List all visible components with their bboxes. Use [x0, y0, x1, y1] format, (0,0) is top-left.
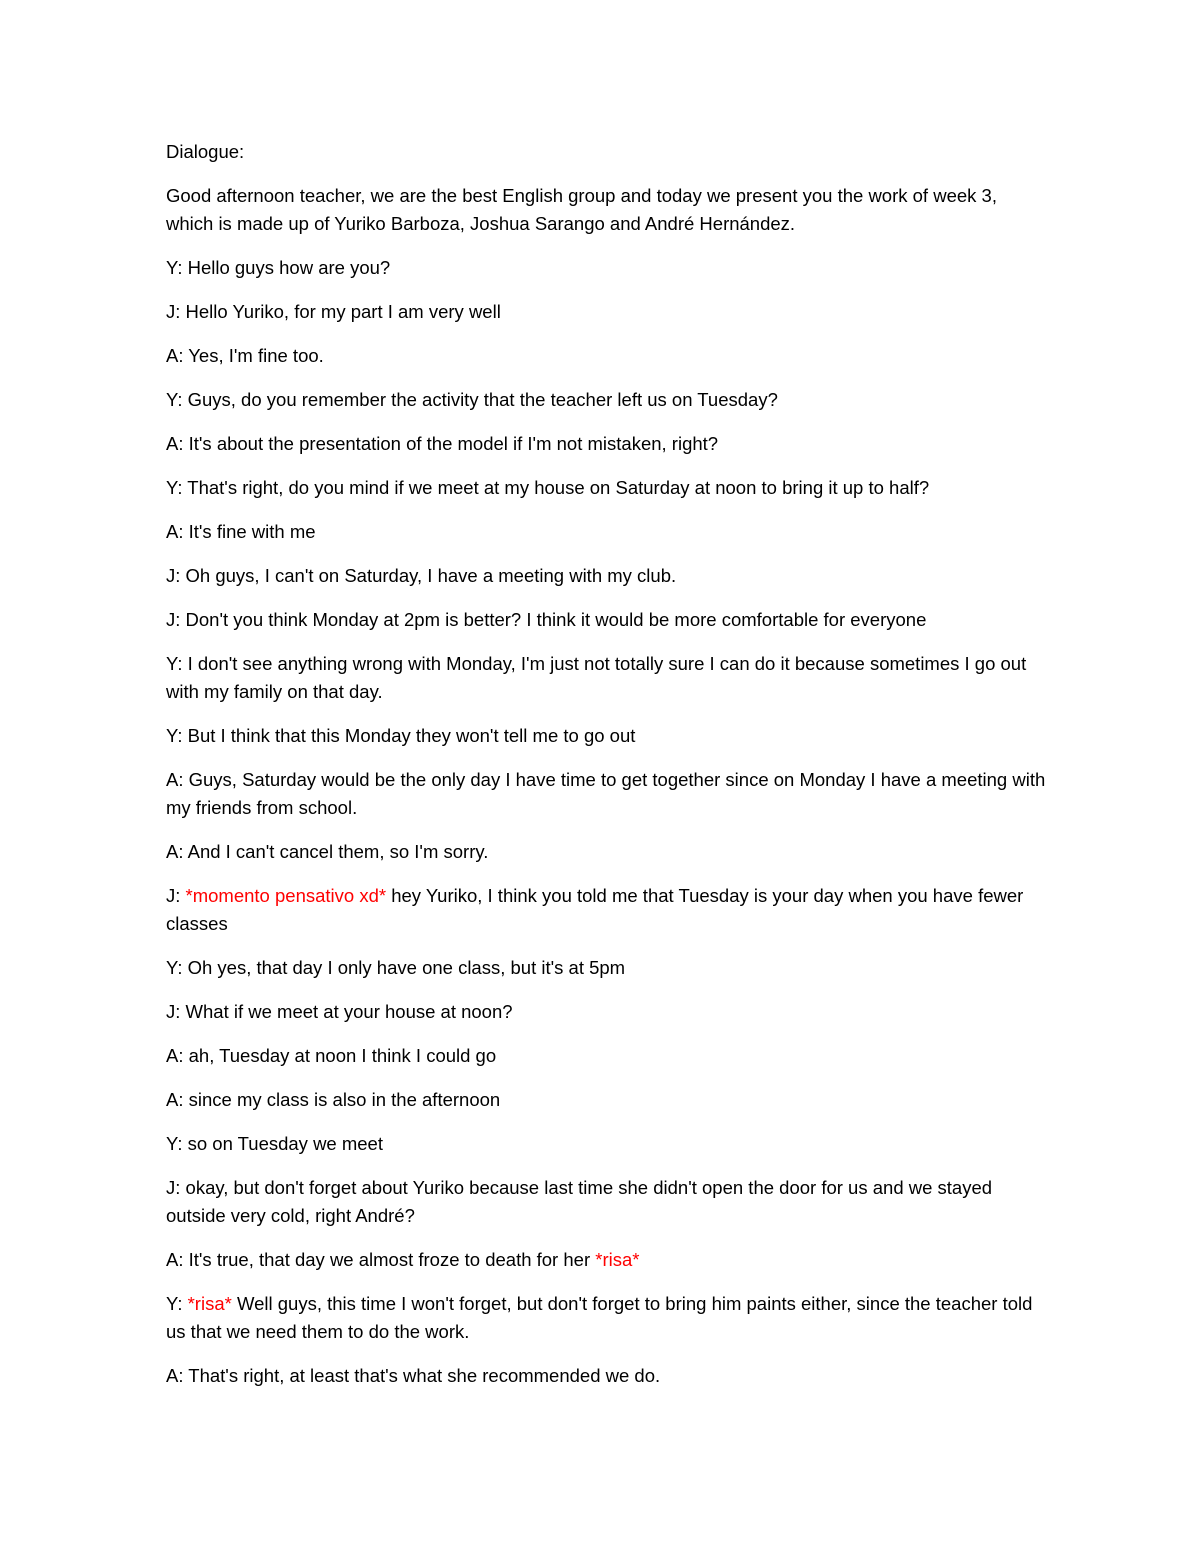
dialogue-line: A: That's right, at least that's what she recommended we do.: [166, 1365, 661, 1386]
dialogue-line: A: It's fine with me: [166, 521, 316, 542]
dialogue-line: Y: I don't see anything wrong with Monday, I'm just not totally sure I can do it because sometimes I go out with my family on that day.: [166, 653, 1027, 702]
dialogue-line: J: Don't you think Monday at 2pm is better? I think it would be more comfortable for everyone: [166, 609, 927, 630]
dialogue-line: Y: Guys, do you remember the activity that the teacher left us on Tuesday?: [166, 389, 778, 410]
line-prefix: J:: [166, 885, 186, 906]
dialogue-line: [166, 1246, 1046, 1274]
intro-paragraph: Good afternoon teacher, we are the best English group and today we present you the work of week 3, which is made up of Yuriko Barboza, Joshua Sarango and André Hernández.: [166, 185, 997, 234]
dialogue-line: Y: Oh yes, that day I only have one class, but it's at 5pm: [166, 957, 626, 978]
dialogue-line: Y: But I think that this Monday they won't tell me to go out: [166, 725, 636, 746]
line-text: hey Yuriko, I think you told me that Tuesday is your day when you have fewer classes: [166, 885, 1024, 934]
stage-direction: *momento pensativo xd*: [185, 885, 387, 906]
line-text: A: It's true, that day we almost froze to death for her: [166, 1249, 596, 1270]
dialogue-line: Y: so on Tuesday we meet: [166, 1133, 383, 1154]
dialogue-line: J: okay, but don't forget about Yuriko because last time she didn't open the door for us and we stayed outside very cold, right André?: [166, 1177, 993, 1226]
stage-direction: *risa*: [187, 1293, 232, 1314]
dialogue-line: [166, 882, 1046, 938]
dialogue-line: A: Yes, I'm fine too.: [166, 345, 324, 366]
dialogue-line: Y: That's right, do you mind if we meet at my house on Saturday at noon to bring it up to half?: [166, 477, 930, 498]
dialogue-line: A: since my class is also in the afternoon: [166, 1089, 501, 1110]
dialogue-line: [166, 1290, 1046, 1346]
dialogue-line: J: Oh guys, I can't on Saturday, I have a meeting with my club.: [166, 565, 677, 586]
dialogue-line: Y: Hello guys how are you?: [166, 257, 391, 278]
line-prefix: Y:: [166, 1293, 188, 1314]
stage-direction: *risa*: [595, 1249, 640, 1270]
dialogue-line: A: ah, Tuesday at noon I think I could go: [166, 1045, 497, 1066]
line-text: Well guys, this time I won't forget, but don't forget to bring him paints either, since the teacher told us that we need them to do the work.: [166, 1293, 1033, 1342]
dialogue-line: A: It's about the presentation of the model if I'm not mistaken, right?: [166, 433, 719, 454]
dialogue-line: J: Hello Yuriko, for my part I am very well: [166, 301, 501, 322]
document-page: [166, 138, 1046, 1406]
dialogue-line: J: What if we meet at your house at noon?: [166, 1001, 513, 1022]
dialogue-line: A: And I can't cancel them, so I'm sorry.: [166, 841, 489, 862]
dialogue-line: A: Guys, Saturday would be the only day I have time to get together since on Monday I have a meeting with my friends from school.: [166, 769, 1046, 818]
document-title: Dialogue:: [166, 141, 245, 162]
